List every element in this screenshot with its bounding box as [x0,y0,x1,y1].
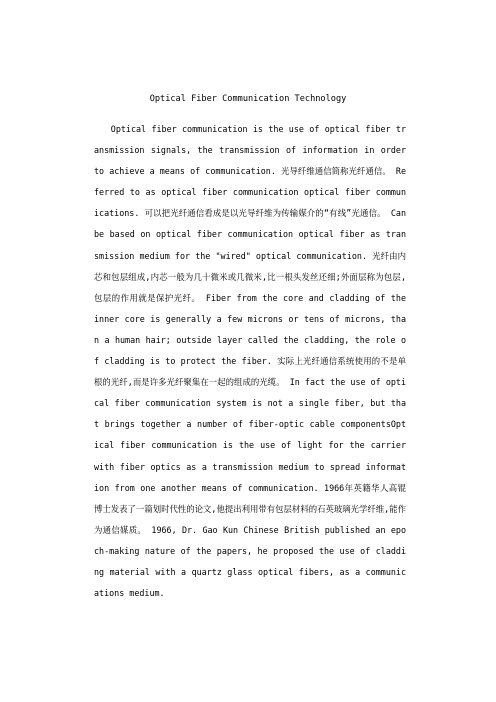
document-paragraph: Optical fiber communication is the use of optical fiber transmission signals, the transmission of information in order to achieve a means of communication. 光导纤维通信简称光纤通信。 Referred to as optical fiber communication optical fiber communications. 可以把光纤通信看成是以光导纤维为传输媒介的“有线”光通信。 Can be based on optical fiber communication optical fiber as transmission medium for the "wired" optical communication. 光纤由内芯和包层组成,内芯一般为几十微米或几微米,比一根头发丝还细;外面层称为包层,包层的作用就是保护光纤。 Fiber from the core and cladding of the inner core is generally a few microns or tens of microns, than a human hair; outside layer called the cladding, the role of cladding is to protect the fiber. 实际上光纤通信系统使用的不是单根的光纤,而是许多光纤聚集在一起的组成的光缆。 In fact the use of optical fiber communication system is not a single fiber, but that brings together a number of fiber-optic cable componentsOptical fiber communication is the use of light for the carrier with fiber optics as a transmission medium to spread information from one another means of communication. 1966年英籍华人高锟博士发表了一篇划时代性的论文,他提出利用带有包层材料的石英玻璃光学纤维,能作为通信媒质。 1966, Dr. Gao Kun Chinese British published an epoch-making nature of the papers, he proposed the use of cladding material with a quartz glass optical fibers, as a communications medium. [94,124,406,599]
document-title: Optical Fiber Communication Technology [149,94,347,104]
